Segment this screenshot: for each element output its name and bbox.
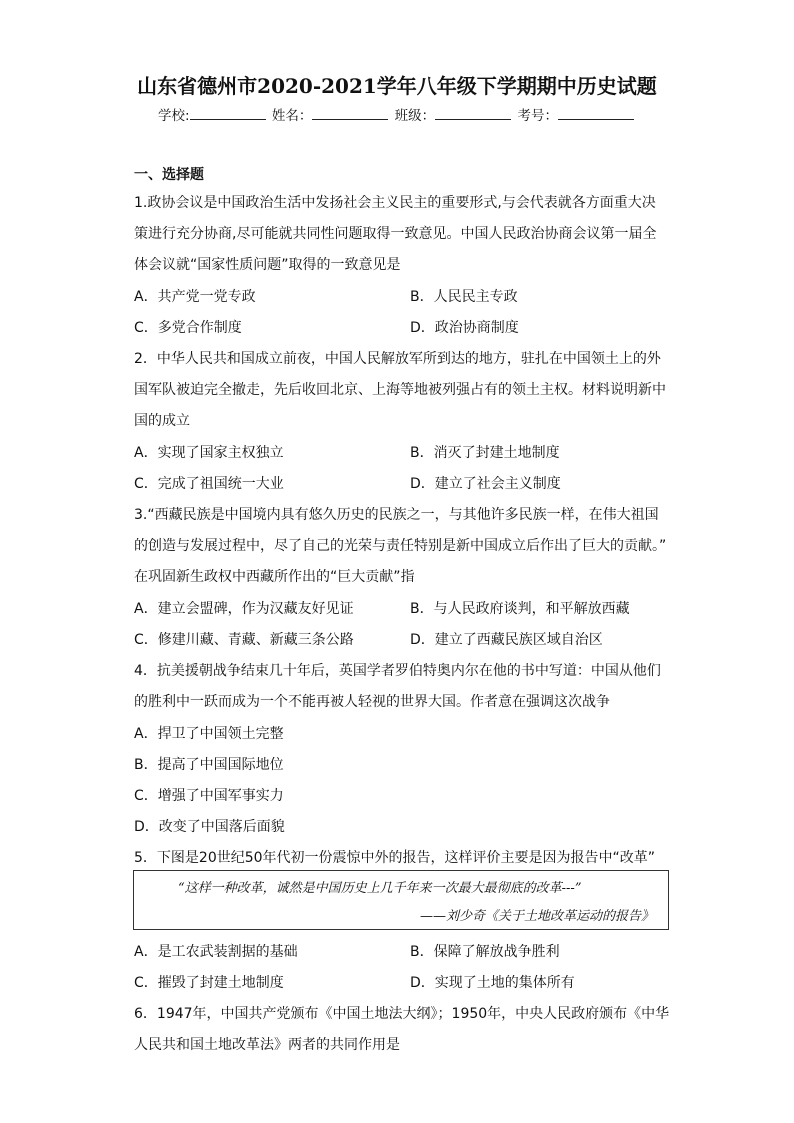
exam-title: 山东省德州市2020-2021学年八年级下学期期中历史试题 — [137, 74, 657, 98]
name-blank[interactable] — [312, 107, 388, 120]
class-blank[interactable] — [435, 107, 511, 120]
question-5-option-d[interactable]: D．实现了土地的集体所有 — [410, 975, 575, 991]
question-2-line-1: 2．中华人民共和国成立前夜，中国人民解放军所到达的地方，驻扎在中国领土上的外 — [134, 351, 661, 367]
question-1-option-d[interactable]: D．政治协商制度 — [410, 320, 519, 336]
question-1-line-2: 策进行充分协商,尽可能就共同性问题取得一致意见。中国人民政治协商会议第一届全 — [134, 226, 657, 242]
question-4-option-b[interactable]: B．提高了中国国际地位 — [134, 757, 284, 773]
question-2-option-c[interactable]: C．完成了祖国统一大业 — [134, 476, 284, 492]
question-5-option-a[interactable]: A．是工农武装割据的基础 — [134, 944, 298, 960]
question-3-option-d[interactable]: D．建立了西藏民族区域自治区 — [410, 632, 603, 648]
question-1-option-b[interactable]: B．人民民主专政 — [410, 289, 518, 305]
question-5-option-b[interactable]: B．保障了解放战争胜利 — [410, 944, 560, 960]
question-2-option-d[interactable]: D．建立了社会主义制度 — [410, 476, 561, 492]
question-1-option-a[interactable]: A．共产党一党专政 — [134, 289, 256, 305]
name-label: 姓名： — [271, 108, 313, 124]
question-3-option-c[interactable]: C．修建川藏、青藏、新藏三条公路 — [134, 632, 354, 648]
question-5-line-1: 5．下图是20世纪50年代初一份震惊中外的报告，这样评价主要是因为报告中“改革” — [134, 850, 656, 866]
quote-source: ——刘少奇《关于土地改革运动的报告》 — [419, 909, 654, 924]
question-4-line-1: 4．抗美援朝战争结束几十年后，英国学者罗伯特奥内尔在他的书中写道：中国从他们 — [134, 663, 661, 679]
question-4-option-d[interactable]: D．改变了中国落后面貌 — [134, 819, 285, 835]
question-1-line-1: 1.政协会议是中国政治生活中发扬社会主义民主的重要形式,与会代表就各方面重大决 — [134, 195, 656, 211]
question-2-line-2: 国军队被迫完全撤走，先后收回北京、上海等地被列强占有的领土主权。材料说明新中 — [134, 382, 666, 398]
school-blank[interactable] — [190, 107, 266, 120]
class-label: 班级： — [394, 108, 436, 124]
school-label: 学校: — [158, 108, 190, 124]
question-2-option-a[interactable]: A．实现了国家主权独立 — [134, 445, 284, 461]
quote-text: “这样一种改革，诚然是中国历史上几千年来一次最大最彻底的改革---” — [178, 881, 582, 896]
question-3-option-a[interactable]: A．建立会盟碑，作为汉藏友好见证 — [134, 601, 354, 617]
id-blank[interactable] — [558, 107, 634, 120]
quote-box — [133, 870, 669, 930]
student-info-row — [0, 104, 794, 124]
question-3-line-2: 的创造与发展过程中，尽了自己的光荣与责任特别是新中国成立后作出了巨大的贡献。” — [134, 538, 667, 554]
question-3-line-1: 3.“西藏民族是中国境内具有悠久历史的民族之一，与其他许多民族一样，在伟大祖国 — [134, 507, 659, 523]
question-5-option-c[interactable]: C．摧毁了封建土地制度 — [134, 975, 284, 991]
question-3-option-b[interactable]: B．与人民政府谈判，和平解放西藏 — [410, 601, 630, 617]
question-4-option-a[interactable]: A．捍卫了中国领土完整 — [134, 726, 284, 742]
question-3-line-3: 在巩固新生政权中西藏所作出的“巨大贡献”指 — [134, 569, 415, 585]
question-4-option-c[interactable]: C．增强了中国军事实力 — [134, 788, 284, 804]
question-6-line-2: 人民共和国土地改革法》两者的共同作用是 — [134, 1037, 400, 1053]
question-2-line-3: 国的成立 — [134, 413, 190, 429]
question-1-option-c[interactable]: C．多党合作制度 — [134, 320, 242, 336]
question-4-line-2: 的胜利中一跃而成为一个不能再被人轻视的世界大国。作者意在强调这次战争 — [134, 694, 610, 710]
section-heading: 一、选择题 — [134, 167, 204, 183]
question-2-option-b[interactable]: B．消灭了封建土地制度 — [410, 445, 560, 461]
question-6-line-1: 6．1947年，中国共产党颁布《中国土地法大纲》；1950年，中央人民政府颁布《中华 — [134, 1006, 670, 1022]
id-label: 考号： — [517, 108, 558, 124]
question-1-line-3: 体会议就“国家性质问题”取得的一致意见是 — [134, 257, 401, 273]
